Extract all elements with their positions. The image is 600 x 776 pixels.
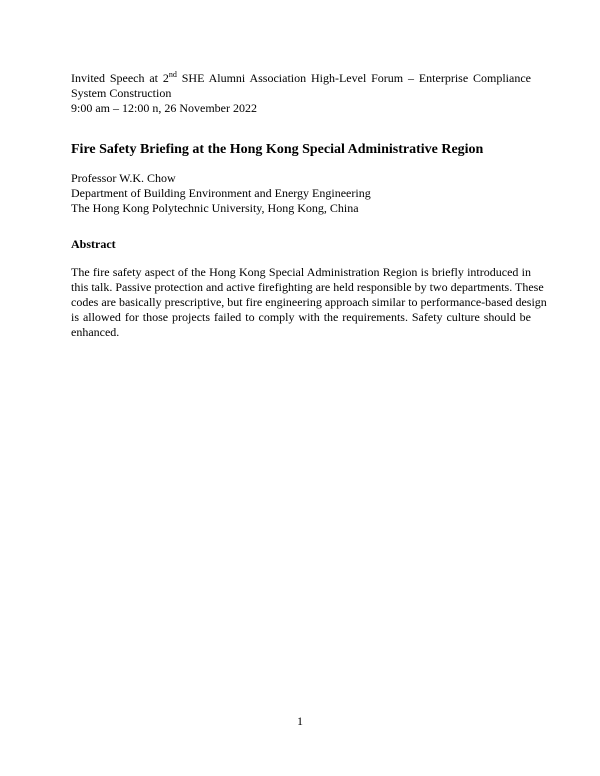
abstract-body bbox=[71, 265, 547, 340]
author-info bbox=[71, 171, 531, 216]
document-title: Fire Safety Briefing at the Hong Kong Special Administrative Region bbox=[71, 142, 484, 157]
ordinal-superscript: nd bbox=[168, 70, 177, 79]
page-number: 1 bbox=[297, 714, 303, 728]
abstract-line: The fire safety aspect of the Hong Kong Special Administration Region is briefly introduced in bbox=[71, 265, 531, 279]
abstract-line: is allowed for those projects failed to comply with the requirements. Safety culture should be bbox=[71, 310, 531, 324]
abstract-heading: Abstract bbox=[71, 237, 116, 251]
abstract-line: codes are basically prescriptive, but fire engineering approach similar to performance-based design bbox=[71, 295, 547, 309]
speech-line-1-post: SHE Alumni Association High-Level Forum – Enterprise Compliance bbox=[176, 71, 531, 85]
speech-datetime: 9:00 am – 12:00 n, 26 November 2022 bbox=[71, 101, 257, 115]
abstract-line: enhanced. bbox=[71, 325, 120, 339]
author-name: Professor W.K. Chow bbox=[71, 171, 176, 185]
author-institution: The Hong Kong Polytechnic University, Hong Kong, China bbox=[71, 201, 359, 215]
speech-line-1-pre: Invited Speech at 2 bbox=[71, 71, 169, 85]
speech-line-2: System Construction bbox=[71, 86, 172, 100]
abstract-line: this talk. Passive protection and active firefighting are held responsible by two departments. These bbox=[71, 280, 544, 294]
author-department: Department of Building Environment and Energy Engineering bbox=[71, 186, 371, 200]
speech-line-1 bbox=[71, 71, 531, 86]
speech-info bbox=[71, 71, 531, 116]
